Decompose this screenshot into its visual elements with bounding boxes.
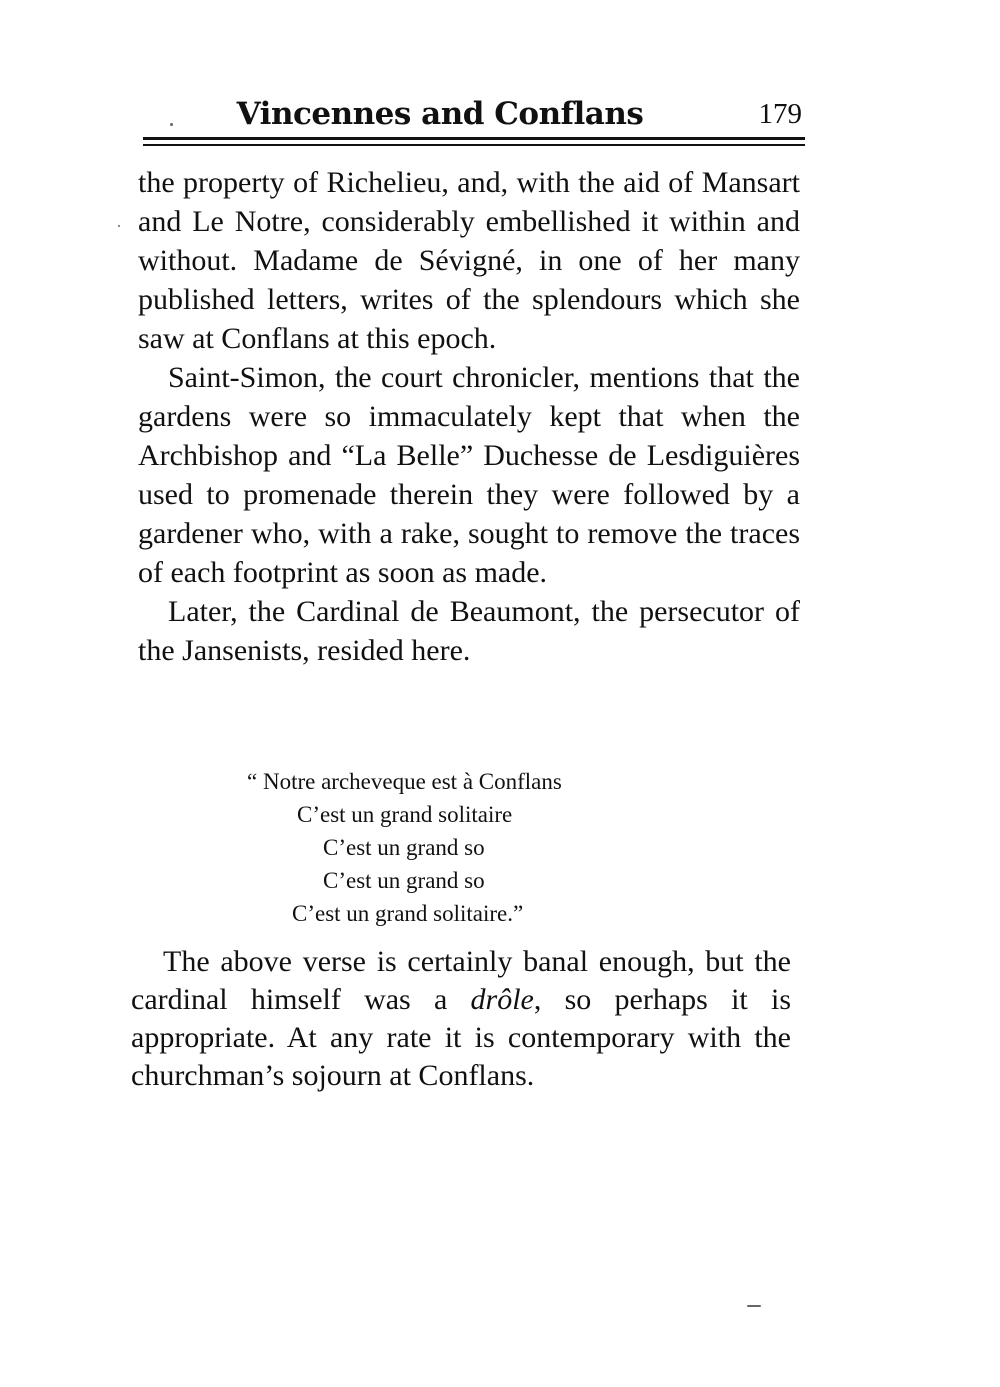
closing-text-before: The above verse is certainly banal enough, but the cardinal himself was a — [131, 945, 791, 1016]
header-rule-thick — [143, 137, 805, 140]
verse-line-2: C’est un grand solitaire — [297, 802, 513, 827]
closing-text-after: , so perhaps it is appropriate. At any rate it is contemporary with the churchman’s sojourn at Conflans. — [131, 983, 792, 1092]
verse-line-3: C’est un grand so — [323, 835, 485, 860]
closing-paragraph — [131, 943, 791, 1095]
header-rule-thin — [143, 144, 805, 146]
closing-italic-word: drôle — [470, 983, 534, 1016]
verse-line-1: “ Notre archeveque est à Conflans — [247, 769, 562, 794]
running-header — [140, 92, 806, 136]
body-text — [138, 163, 800, 670]
page-number: 179 — [758, 98, 802, 130]
paragraph-2: Saint-Simon, the court chronicler, mentions that the gardens were so immaculately kept that when the Archbishop and “La Belle” Duchesse de Lesdiguières used to promenade therein they were followed by a gardener who, with a rake, sought to remove the traces of each footprint as soon as made. — [138, 361, 800, 589]
scan-speck — [170, 123, 173, 126]
paragraph-1: the property of Richelieu, and, with the aid of Mansart and Le Notre, considerably embellished it within and without. Madame de Sévigné, in one of her many published letters, writes of the splendours which she saw at Conflans at this epoch. — [138, 166, 800, 355]
running-title: Vincennes and Conflans — [236, 96, 644, 132]
scan-speck — [118, 225, 120, 227]
verse-line-4: C’est un grand so — [323, 868, 485, 893]
verse-line-5: C’est un grand solitaire.” — [292, 901, 524, 926]
scan-speck — [747, 1305, 761, 1307]
paragraph-3: Later, the Cardinal de Beaumont, the persecutor of the Jansenists, resided here. — [138, 595, 800, 667]
